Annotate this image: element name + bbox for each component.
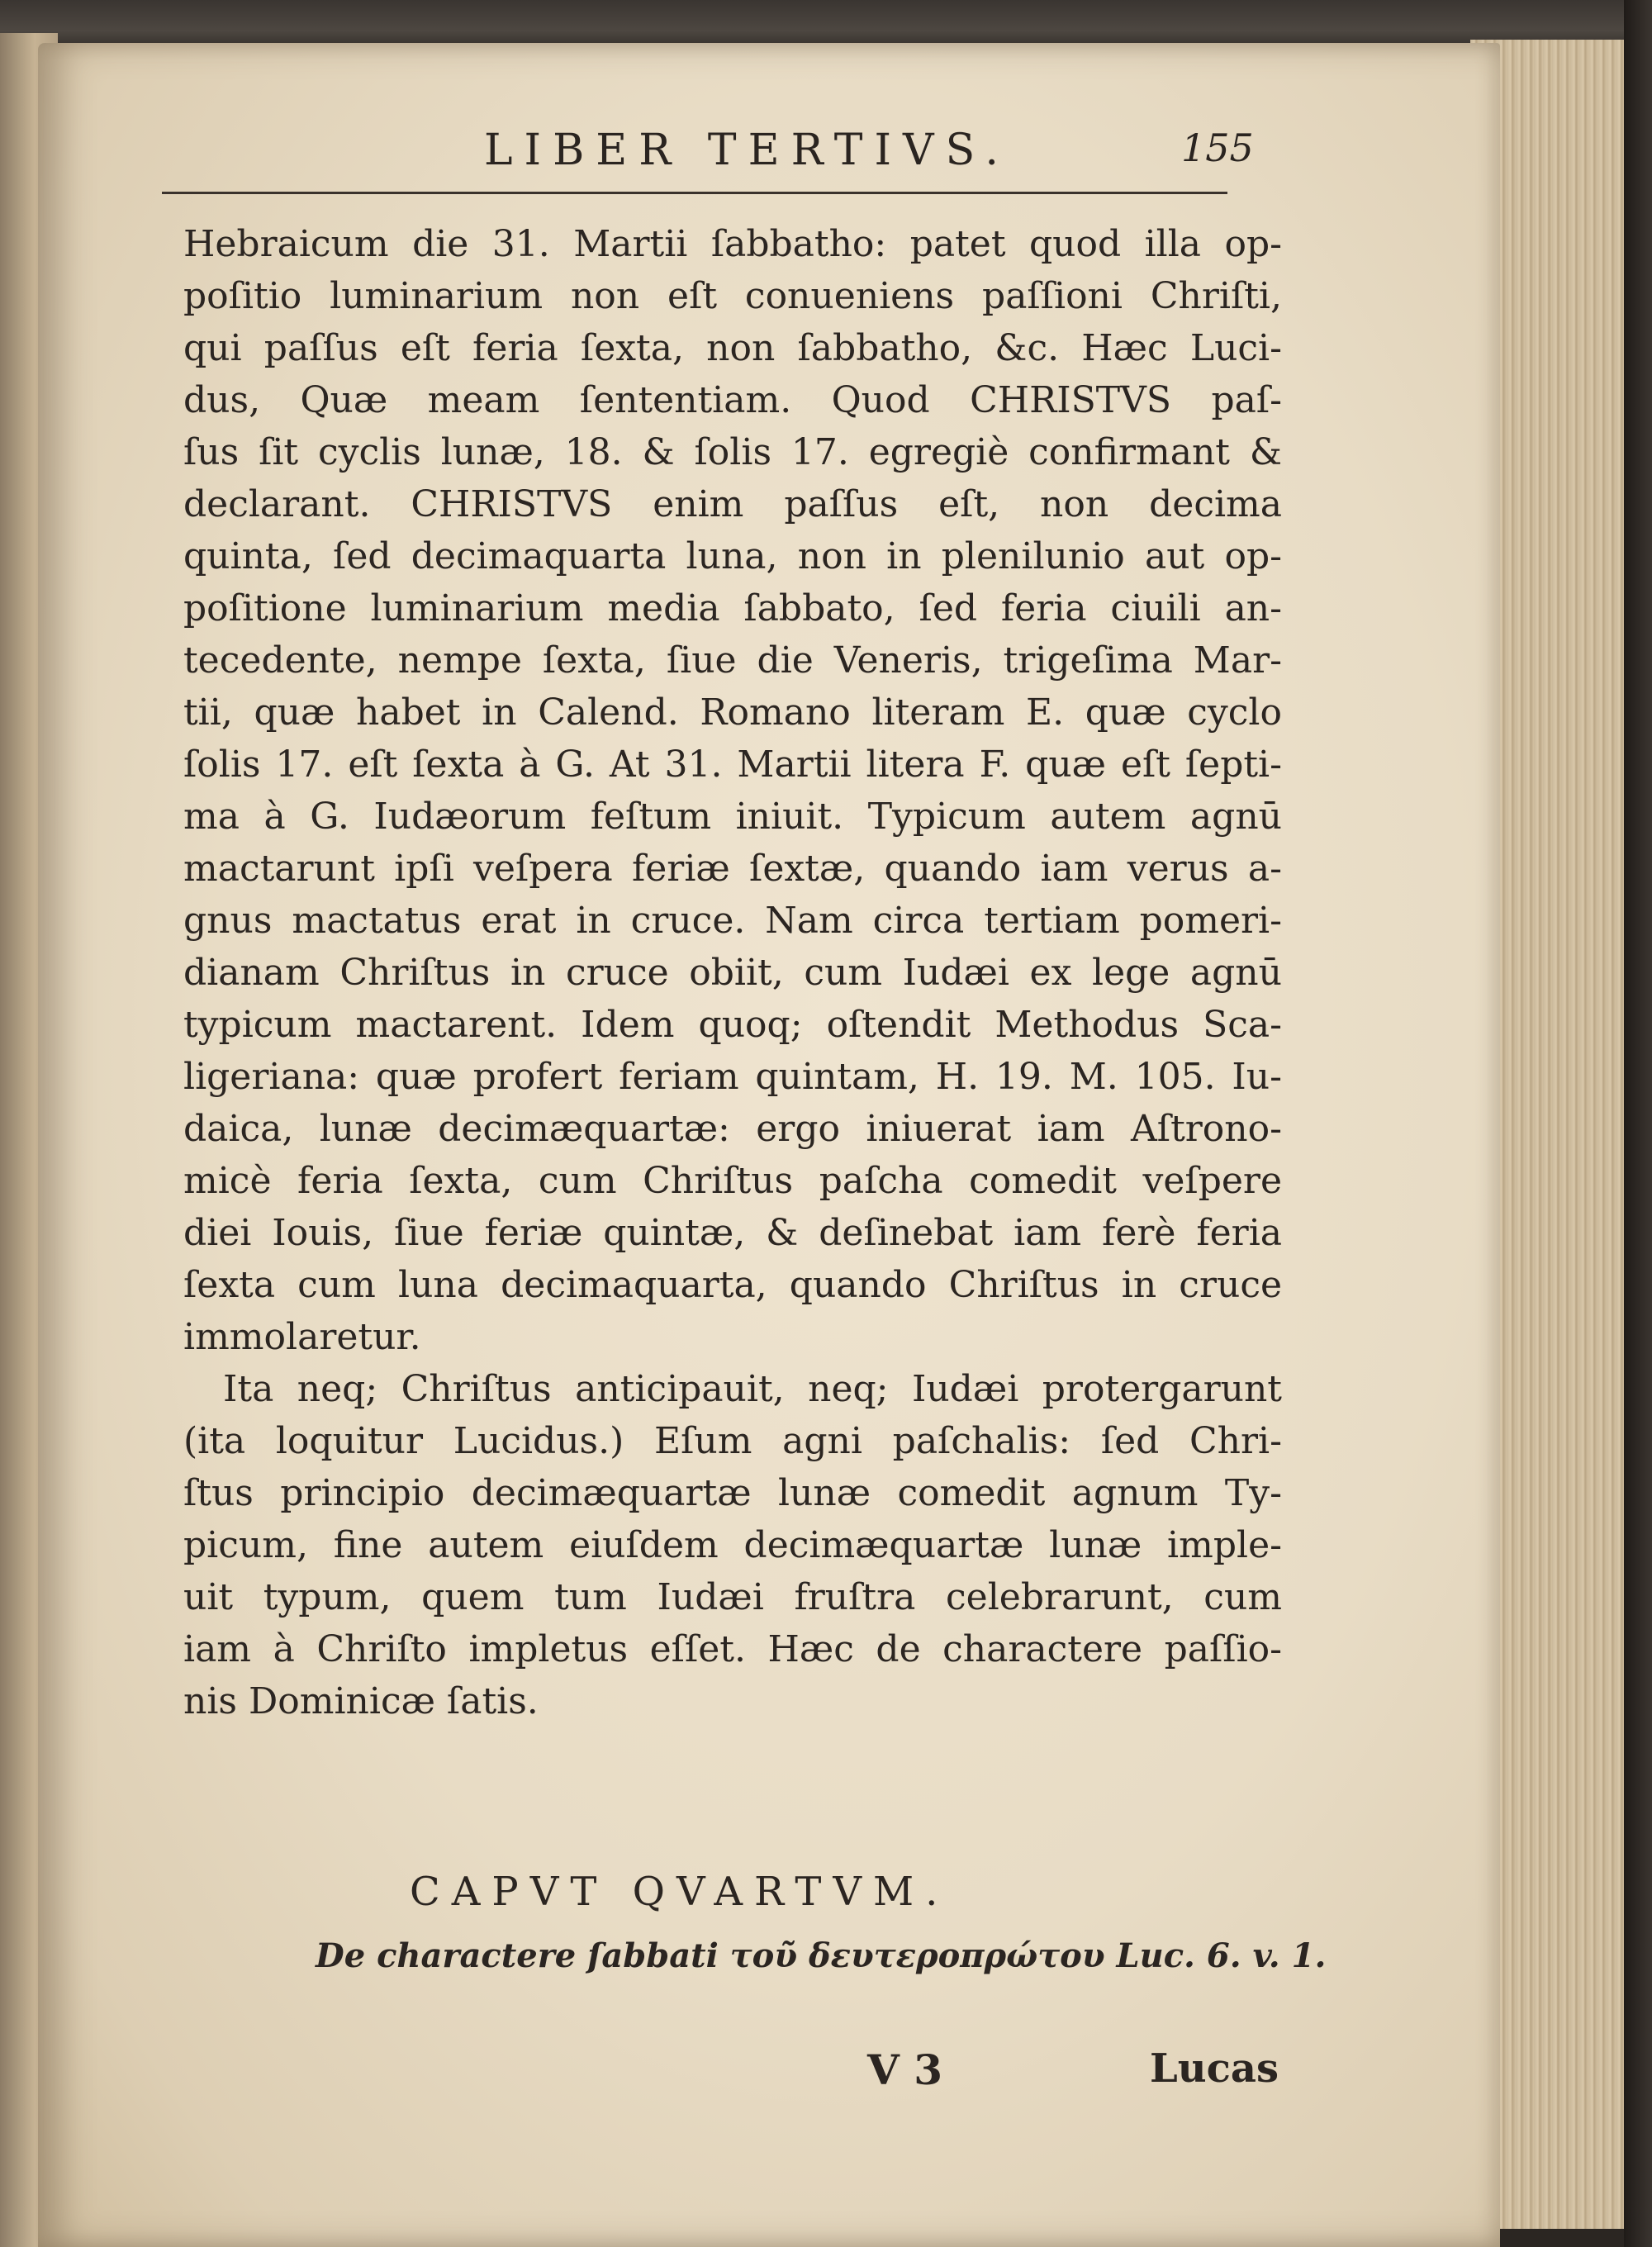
text-line: ma à G. Iudæorum feſtum iniuit. Typicum autem agnū [183, 796, 1282, 838]
text-line: Ita neq; Chriſtus anticipauit, neq; Iudæi protergarunt [223, 1368, 1282, 1410]
book-cover-right [1624, 0, 1652, 2247]
catchword: Lucas [1150, 2045, 1279, 2092]
text-line: typicum mactarent. Idem quoq; oſtendit Methodus Sca- [183, 1004, 1282, 1046]
text-line: nis Dominicæ ſatis. [183, 1680, 539, 1722]
text-line: dus, Quæ meam ſententiam. Quod CHRISTVS paſ- [183, 379, 1282, 421]
text-line: Hebraicum die 31. Martii ſabbatho: patet quod illa op- [183, 223, 1282, 265]
text-line: ſus ſit cyclis lunæ, 18. & ſolis 17. egregiè confirmant & [183, 431, 1282, 473]
text-line: ligeriana: quæ profert feriam quintam, H. 19. M. 105. Iu- [183, 1056, 1282, 1098]
signature-mark: V 3 [867, 2045, 942, 2094]
text-line: poſitione luminarium media ſabbato, ſed feria ciuili an- [183, 587, 1282, 629]
book-page [38, 43, 1500, 2247]
text-line: ſtus principio decimæquartæ lunæ comedit agnum Ty- [183, 1472, 1282, 1514]
body-text [183, 218, 1282, 1727]
text-line: tii, quæ habet in Calend. Romano literam E. quæ cyclo [183, 691, 1282, 734]
text-line: uit typum, quem tum Iudæi fruſtra celebrarunt, cum [183, 1576, 1282, 1618]
running-head: LIBER TERTIVS. [484, 126, 1010, 175]
chapter-title: CAPVT QVARTVM. [410, 1869, 950, 1915]
text-line: daica, lunæ decimæquartæ: ergo iniuerat iam Aſtrono- [183, 1108, 1282, 1150]
text-line: poſitio luminarium non eſt conueniens paſſioni Chriſti, [183, 275, 1282, 317]
text-line: gnus mactatus erat in cruce. Nam circa tertiam pomeri- [183, 900, 1282, 942]
page-content [38, 43, 1500, 2247]
text-line: mactarunt ipſi veſpera feriæ ſextæ, quando iam verus a- [183, 848, 1282, 890]
text-line: diei Iouis, ſiue feriæ quintæ, & deſinebat iam ferè feria [183, 1212, 1282, 1254]
text-line: qui paſſus eſt feria ſexta, non ſabbatho, &c. Hæc Luci- [183, 327, 1282, 369]
text-line: declarant. CHRISTVS enim paſſus eſt, non decima [183, 483, 1282, 525]
text-line: (ita loquitur Lucidus.) Eſum agni paſchalis: ſed Chri- [183, 1420, 1282, 1462]
text-line: ſexta cum luna decimaquarta, quando Chriſtus in cruce [183, 1264, 1282, 1306]
chapter-subtitle: De charactere ſabbati τοῦ δευτεροπρώτου Luc. 6. v. 1. [316, 1936, 1327, 1975]
text-line: iam à Chriſto impletus eſſet. Hæc de charactere paſſio- [183, 1628, 1282, 1670]
text-line: quinta, ſed decimaquarta luna, non in plenilunio aut op- [183, 535, 1282, 577]
text-line: dianam Chriſtus in cruce obiit, cum Iudæi ex lege agnū [183, 952, 1282, 994]
text-line: ſolis 17. eſt ſexta à G. At 31. Martii litera F. quæ eſt ſepti- [183, 743, 1282, 786]
text-line: tecedente, nempe ſexta, ſiue die Veneris, trigeſima Mar- [183, 639, 1282, 682]
text-line: immolaretur. [183, 1316, 421, 1358]
page-number: 155 [1181, 126, 1254, 170]
text-line: micè feria ſexta, cum Chriſtus paſcha comedit veſpere [183, 1160, 1282, 1202]
text-line: picum, fine autem eiuſdem decimæquartæ lunæ imple- [183, 1524, 1282, 1566]
header-rule [162, 192, 1227, 194]
